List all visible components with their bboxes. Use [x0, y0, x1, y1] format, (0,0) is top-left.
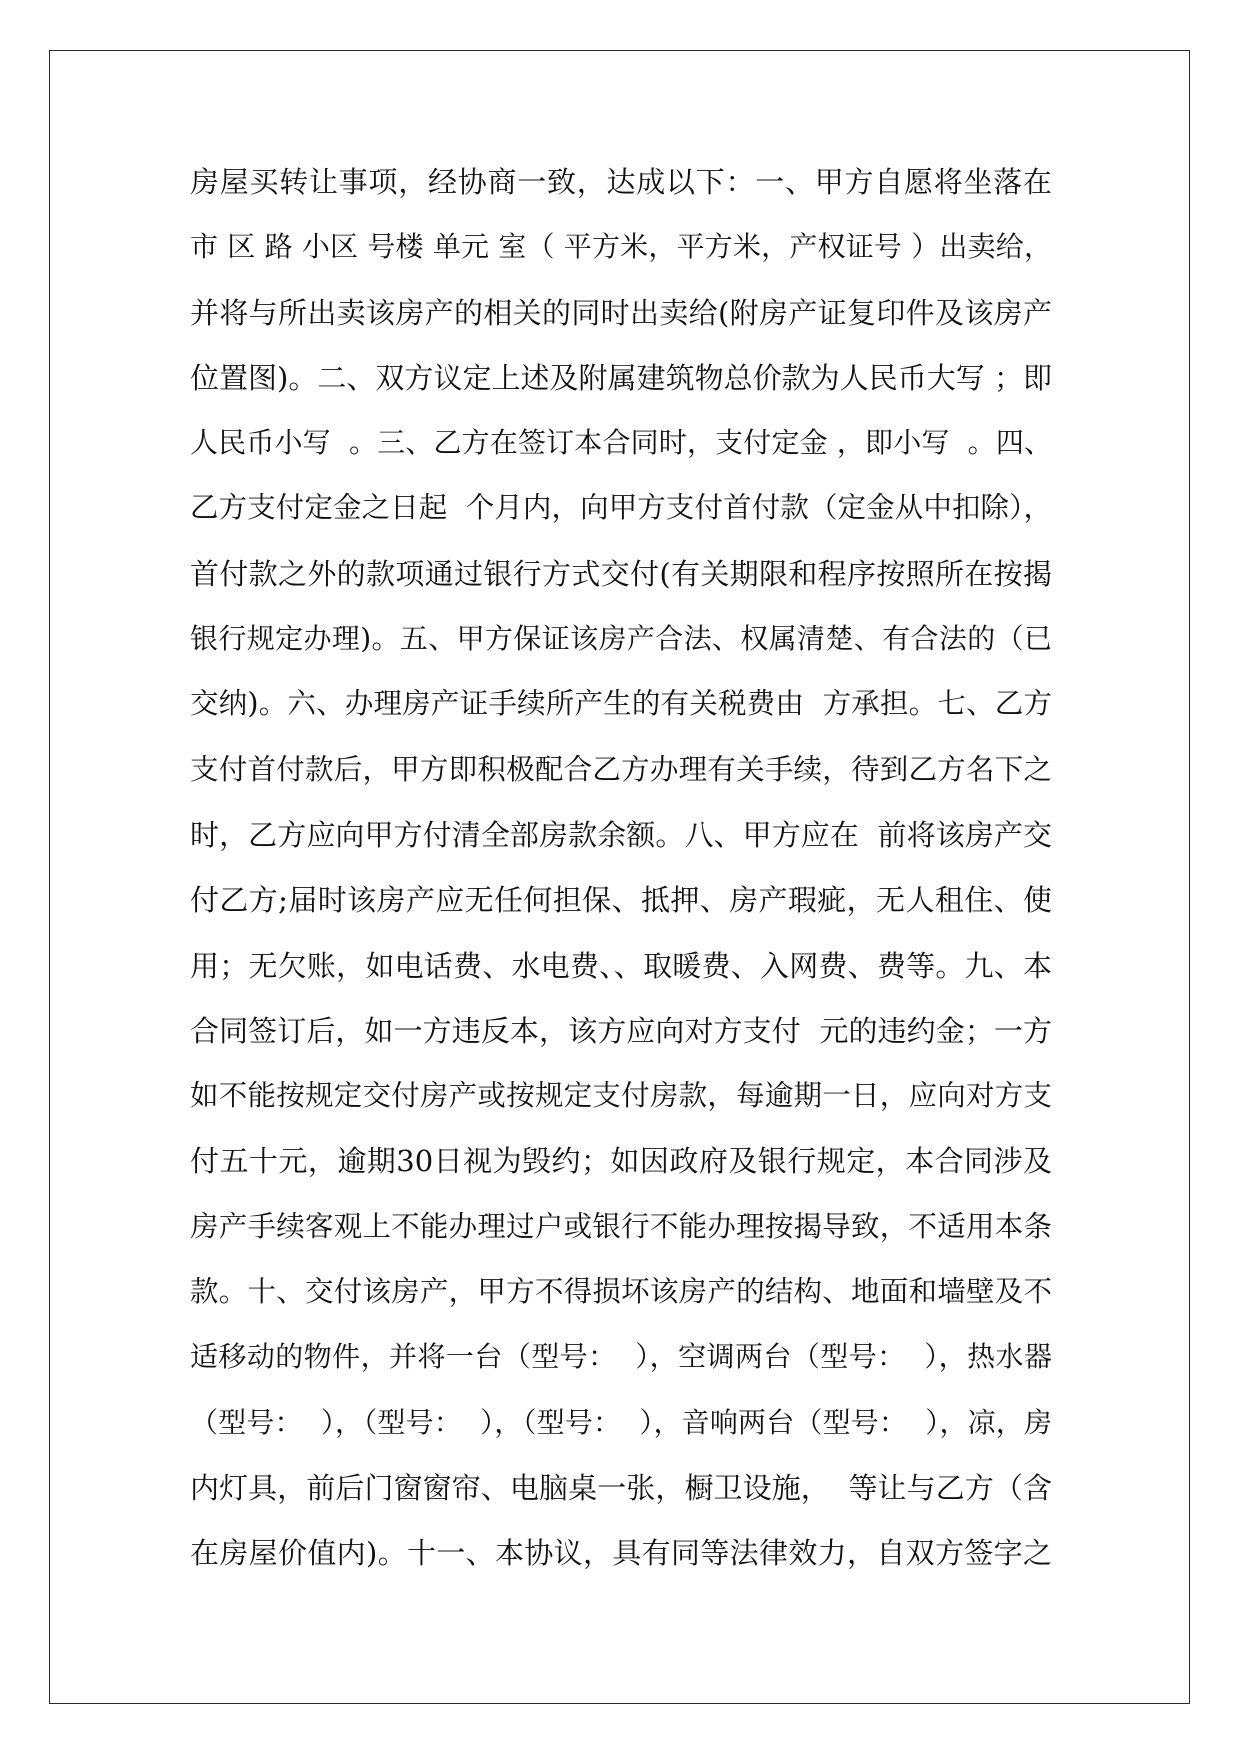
text-line: 并将与所出卖该房产的相关的同时出卖给(附房产证复印件及该房产 — [190, 295, 1052, 330]
text-line: 首付款之外的款项通过银行方式交付(有关期限和程序按照所在按揭 — [190, 556, 1052, 591]
text-line: 时，乙方应向甲方付清全部房款余额。八、甲方应在 前将该房产交 — [190, 817, 1052, 852]
text-line: 人民币小写 。三、乙方在签订本合同时，支付定金 ，即小写 。四、 — [190, 426, 1052, 460]
text-line: 合同签订后，如一方违反本，该方应向对方支付 元的违约金；一方 — [190, 1013, 1052, 1048]
text-line: 在房屋价值内)。十一、本协议，具有同等法律效力，自双方签字之 — [190, 1536, 1052, 1571]
text-line: 款。十、交付该房产，甲方不得损坏该房产的结构、地面和墙壁及不 — [190, 1275, 1052, 1309]
text-line: 市 区 路 小区 号楼 单元 室（ 平方米，平方米，产权证号 ）出卖给， — [190, 230, 1052, 264]
text-line: 交纳)。六、办理房产证手续所产生的有关税费由 方承担。七、乙方 — [190, 687, 1052, 721]
text-line: 如不能按规定交付房产或按规定支付房款，每逾期一日，应向对方支 — [190, 1079, 1052, 1113]
text-line: 适移动的物件，并将一台（型号： ），空调两台（型号： ），热水器 — [190, 1340, 1052, 1374]
text-line: 用；无欠账，如电话费、水电费、、取暖费、入网费、费等。九、本 — [190, 948, 1052, 983]
text-line: 房屋买转让事项，经协商一致，达成以下：一、甲方自愿将坐落在 — [190, 165, 1052, 199]
contract-body-text — [190, 156, 1052, 1593]
text-line: 支付首付款后，甲方即积极配合乙方办理有关手续，待到乙方名下之 — [190, 752, 1052, 786]
text-line: 银行规定办理)。五、甲方保证该房产合法、权属清楚、有合法的（已 — [190, 622, 1052, 656]
text-line: 内灯具，前后门窗窗帘、电脑桌一张，橱卫设施， 等让与乙方（含 — [190, 1470, 1052, 1505]
text-line: 位置图)。二、双方议定上述及附属建筑物总价款为人民币大写 ；即 — [190, 360, 1052, 395]
text-line: 房产手续客观上不能办理过户或银行不能办理按揭导致，不适用本条 — [190, 1209, 1052, 1243]
text-line: （型号： ），（型号： ），（型号： ），音响两台（型号： ），凉，房 — [190, 1405, 1052, 1439]
text-line: 乙方支付定金之日起 个月内，向甲方支付首付款（定金从中扣除）， — [190, 491, 1052, 525]
text-line: 付五十元，逾期30日视为毁约；如因政府及银行规定，本合同涉及 — [190, 1144, 1052, 1179]
text-line: 付乙方;届时该房产应无任何担保、抵押、房产瑕疵，无人租住、使 — [190, 883, 1052, 918]
